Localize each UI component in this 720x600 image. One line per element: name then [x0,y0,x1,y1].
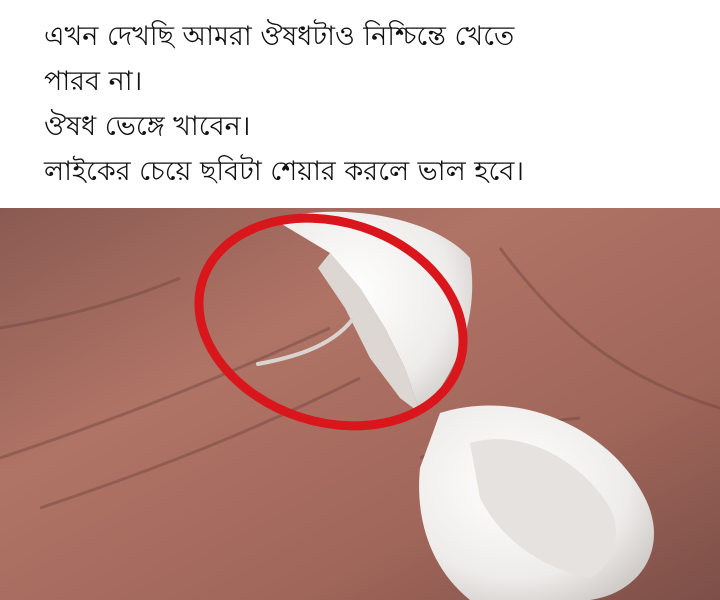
caption-line: পারব না। [44,66,143,97]
caption-line: এখন দেখছি আমরা ঔষধটাও নিশ্চিন্তে খেতে [44,21,515,52]
caption-line: ঔষধ ভেঙ্গে খাবেন। [44,111,251,142]
photo-illustration [0,208,720,600]
post-photo[interactable] [0,208,720,600]
post-caption [44,14,704,194]
caption-line: লাইকের চেয়ে ছবিটা শেয়ার করলে ভাল হবে। [44,156,525,187]
